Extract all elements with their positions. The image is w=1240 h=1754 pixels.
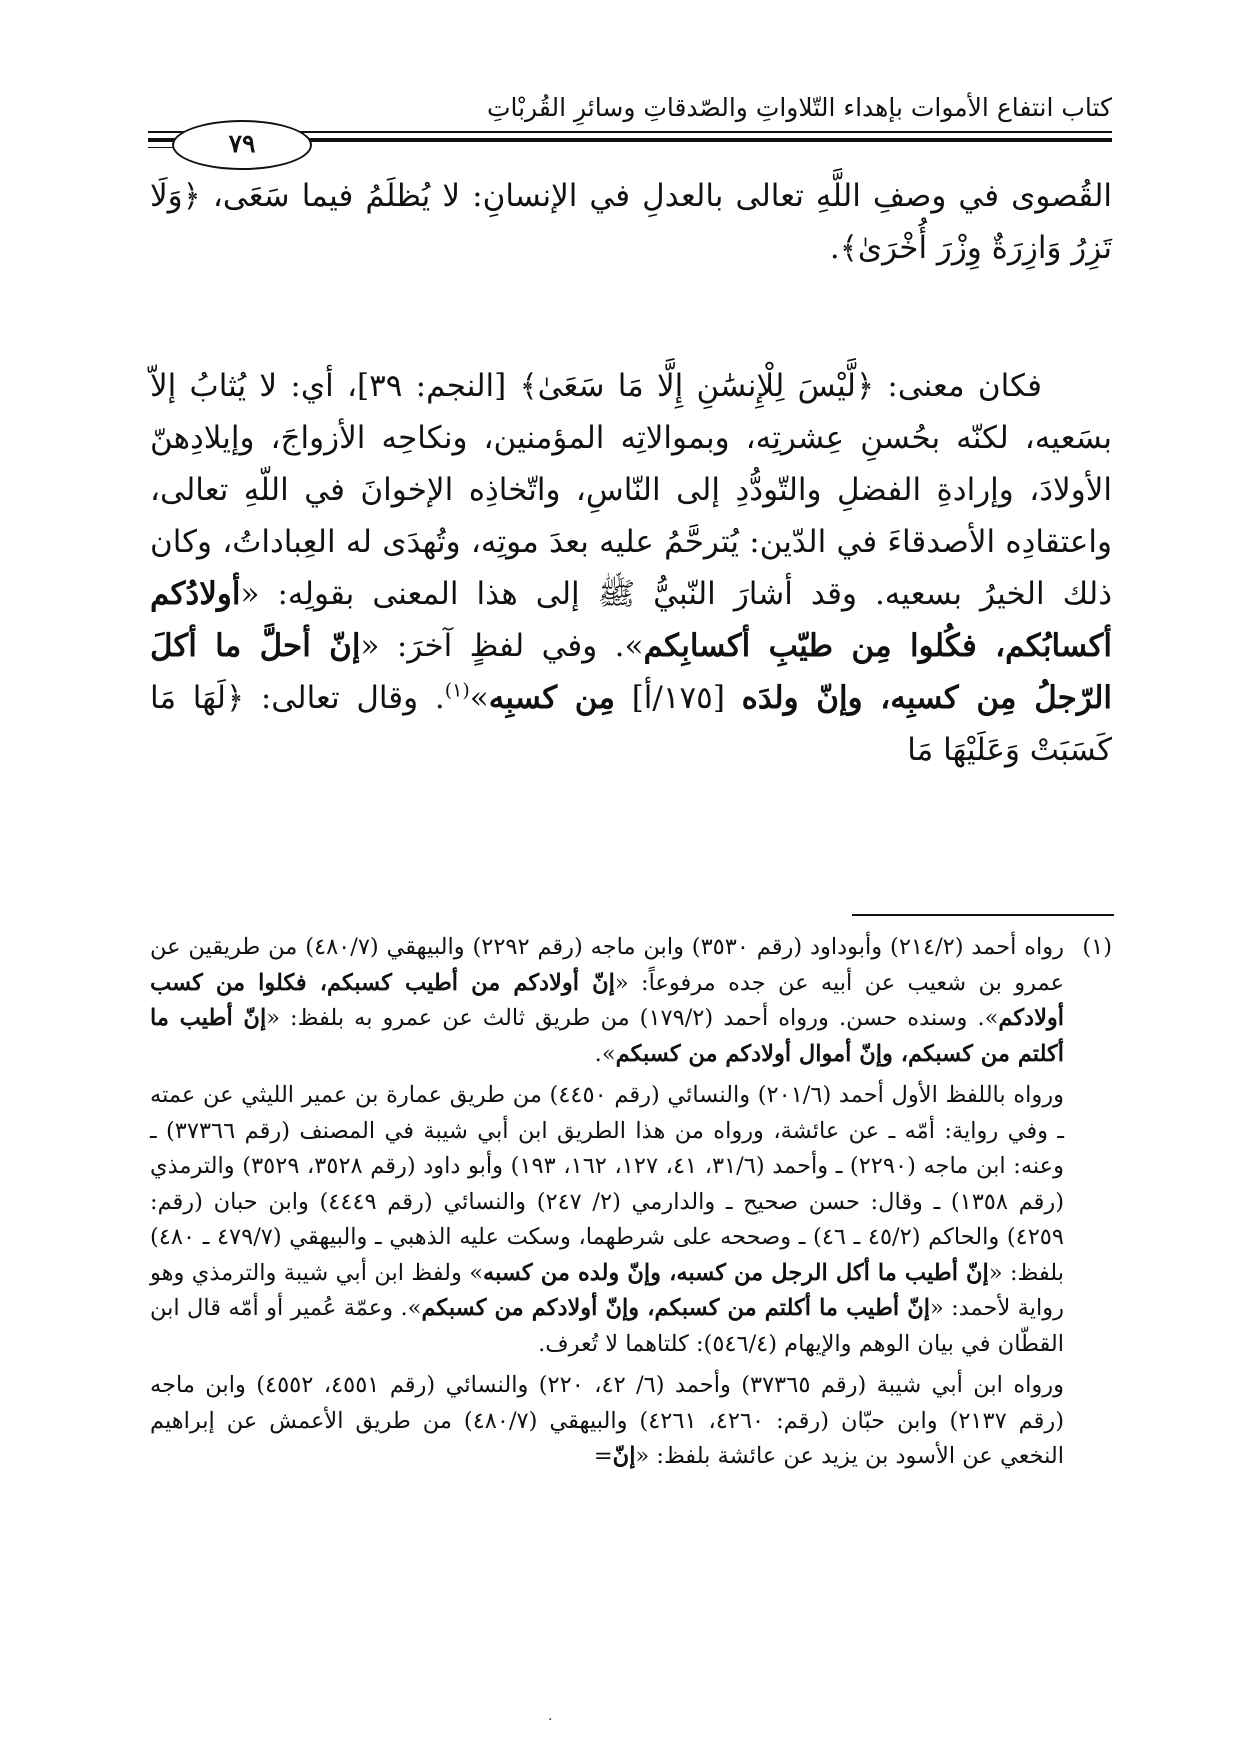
text-run: » (469, 680, 489, 716)
hadith-quote: إنّ أحلَّ ما أكلَ الرّجلُ مِن كسبِه، وإنّ ولدَه (150, 628, 1112, 716)
text-run: ». وعمّة عُمير أو أمّه قال ابن القطّان في بيان الوهم والإيهام (٥٤٦/٤): كلتاهما لا تُعرف. (150, 1295, 1064, 1357)
text-run: = (593, 1443, 613, 1469)
main-text (150, 170, 1112, 776)
footnote-paragraph (150, 1078, 1064, 1362)
manuscript-folio-ref: [١٧٥/أ] (614, 680, 742, 716)
footnote-ref: (١) (444, 679, 470, 702)
footnote-paragraph (150, 1368, 1064, 1475)
hadith-quote: إنّ (612, 1443, 636, 1469)
text-run: ». (594, 1040, 616, 1067)
running-header-title: كتاب انتفاع الأموات بإهداء التّلاواتِ والصّدقاتِ وسائرِ القُربْاتِ (486, 93, 1112, 122)
hadith-quote: إنّ أولادكم من أطيب كسبكم، فكلوا من كسب أولادكم (150, 969, 1065, 1031)
text-run: » ولفظ ابن أبي شيبة والترمذي وهو رواية لأحمد: « (150, 1259, 1064, 1321)
hadith-quote: أولادُكم أكسابُكم، فكُلوا مِن طيّبِ أكسابِكم (150, 576, 1112, 664)
hadith-quote: إنّ أطيب ما أكل الرجل من كسبه، وإنّ ولده من كسبه (483, 1259, 989, 1286)
footnote-marker: (١) (1082, 934, 1112, 960)
text-run: ». وسنده حسن. ورواه أحمد (١٧٩/٢) من طريق ثالث عن عمرو به بلفظ: « (266, 1005, 999, 1031)
paragraph-continuation: القُصوى في وصفِ اللَّهِ تعالى بالعدلِ في الإنسانِ: لا يُظلَمُ فيما سَعَى، ﴿وَلَا تَزِرُ وَازِرَةٌ وِزْرَ أُخْرَىٰ﴾. (150, 178, 1112, 266)
scan-speck: · (548, 1712, 553, 1728)
text-run: ورواه ابن أبي شيبة (رقم ٣٧٣٦٥) وأحمد (٦/ ٤٢، ٢٢٠) والنسائي (رقم ٤٥٥١، ٤٥٥٢) وابن ماجه (رقم ٢١٣٧) وابن حبّان (رقم: ٤٢٦٠، ٤٢٦١) والبيهقي (٤٨٠/٧) من طريق الأعمش عن إبراهيم النخعي عن الأسود بن يزيد عن عائشة بلفظ: « (150, 1372, 1064, 1469)
page-number: ٧٩ (172, 120, 312, 170)
text-run: ورواه باللفظ الأول أحمد (٢٠١/٦) والنسائي (رقم ٤٤٥٠) من طريق عمارة بن عمير الليثي عن عمته ـ وفي رواية: أمّه ـ عن عائشة، ورواه من هذا الطريق ابن أبي شيبة في المصنف (رقم ٣٧٣٦٦) ـ وعنه: ابن ماجه (٢٢٩٠) ـ وأحمد (٣١/٦، ٤١، ١٢٧، ١٦٢، ١٩٣) وأبو داود (رقم ٣٥٢٨، ٣٥٢٩) والترمذي (رقم ١٣٥٨) ـ وقال: حسن صحيح ـ والدارمي (٢/ ٢٤٧) والنسائي (رقم ٤٤٤٩) وابن حبان (رقم: ٤٢٥٩) والحاكم (٤٥/٢ ـ ٤٦) ـ وصححه على شرطهما، وسكت عليه الذهبي ـ والبيهقي (٤٧٩/٧ ـ ٤٨٠) بلفظ: « (150, 1082, 1065, 1286)
paragraph (150, 360, 1112, 776)
text-run: . وقال تعالى: ﴿لَهَا مَا كَسَبَتْ وَعَلَيْهَا مَا (150, 680, 1112, 768)
text-run: فكان معنى: ﴿لَّيْسَ لِلْإِنسَٰنِ إِلَّا مَا سَعَىٰ﴾ [النجم: ٣٩]، أي: لا يُثابُ إلاّ بسَعيه، لكنّه بحُسنِ عِشرتِه، وبموالاتِه المؤمنين، ونكاحِه الأزواجَ، وإيلادِهنّ الأولادَ، وإرادةِ الفضلِ والتّودُّدِ إلى النّاسِ، واتّخاذِه الإخوانَ في اللّهِ تعالى، واعتقادِه الأصدقاءَ في الدّين: يُترحَّمُ عليه بعدَ موتِه، وتُهدَى له العِباداتُ، وكان ذلك الخيرُ بسعيه. وقد أشارَ النّبيُّ ﷺ إلى هذا المعنى بقولِه: « (150, 368, 1112, 612)
hadith-quote: إنّ أطيب ما أكلتم من كسبكم، وإنّ أولادكم من كسبكم (421, 1295, 930, 1321)
footnote-1 (150, 930, 1112, 1072)
hadith-quote: مِن كسبِه (488, 680, 615, 716)
footnotes (150, 930, 1112, 1475)
text-run: ». وفي لفظٍ آخرَ: « (360, 628, 644, 664)
text-run: رواه أحمد (٢١٤/٢) وأبوداود (رقم ٣٥٣٠) وابن ماجه (رقم ٢٢٩٢) والبيهقي (٤٨٠/٧) من طريقين عن عمرو بن شعيب عن أبيه عن جده مرفوعاً: « (150, 934, 1064, 996)
footnote-separator (852, 914, 1114, 916)
hadith-quote: إنّ أطيب ما أكلتم من كسبكم، وإنّ أموال أولادكم من كسبكم (150, 1005, 1064, 1067)
